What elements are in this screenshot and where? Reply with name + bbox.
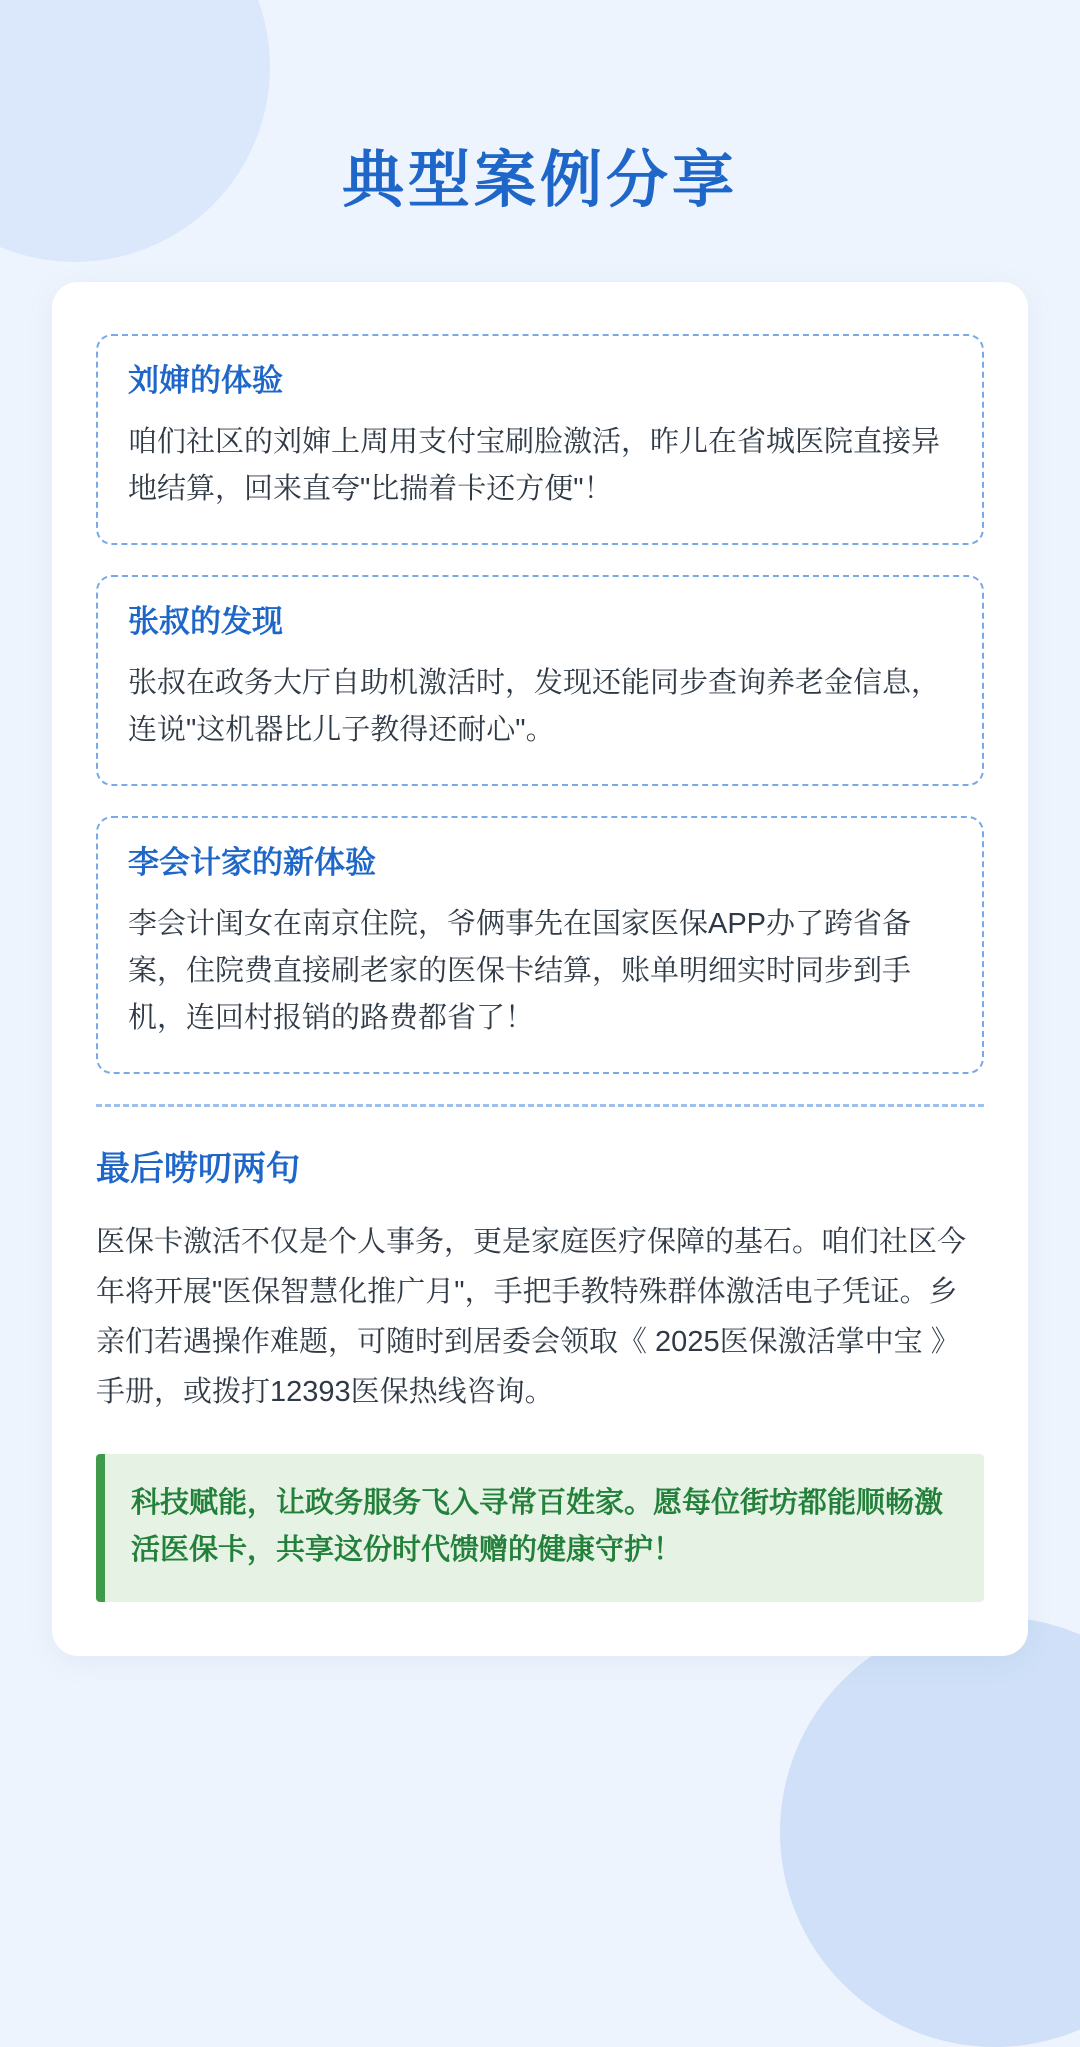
case-text: 张叔在政务大厅自助机激活时，发现还能同步查询养老金信息，连说"这机器比儿子教得还耐心"。 — [128, 667, 941, 746]
closing-title: 最后唠叨两句 — [96, 1150, 300, 1189]
case-item — [96, 334, 984, 545]
case-title: 李会计家的新体验 — [128, 844, 376, 880]
highlight-quote-text: 科技赋能，让政务服务飞入寻常百姓家。愿每位街坊都能顺畅激活医保卡，共享这份时代馈赠的健康守护！ — [131, 1486, 944, 1566]
page-title: 典型案例分享 — [341, 145, 738, 215]
closing-text: 医保卡激活不仅是个人事务，更是家庭医疗保障的基石。咱们社区今年将开展"医保智慧化推广月"，手把手教特殊群体激活电子凭证。乡亲们若遇操作难题，可随时到居委会领取《 2025医保激活掌中宝 》手册，或拨打12393医保热线咨询。 — [96, 1226, 967, 1408]
case-title: 张叔的发现 — [128, 603, 283, 639]
case-title: 刘婶的体验 — [128, 362, 283, 398]
case-item — [96, 575, 984, 786]
decorative-blob-bottom-right — [780, 1617, 1080, 2047]
highlight-quote — [96, 1454, 984, 1602]
page-container — [0, 42, 1080, 1656]
case-text: 咱们社区的刘婶上周用支付宝刷脸激活，昨儿在省城医院直接异地结算，回来直夸"比揣着卡还方便"！ — [128, 425, 941, 505]
case-text: 李会计闺女在南京住院，爷俩事先在国家医保APP办了跨省备案，住院费直接刷老家的医保卡结算，账单明细实时同步到手机，连回村报销的路费都省了！ — [128, 908, 912, 1035]
case-item — [96, 816, 984, 1074]
section-divider — [96, 1104, 984, 1107]
content-card — [52, 282, 1028, 1656]
